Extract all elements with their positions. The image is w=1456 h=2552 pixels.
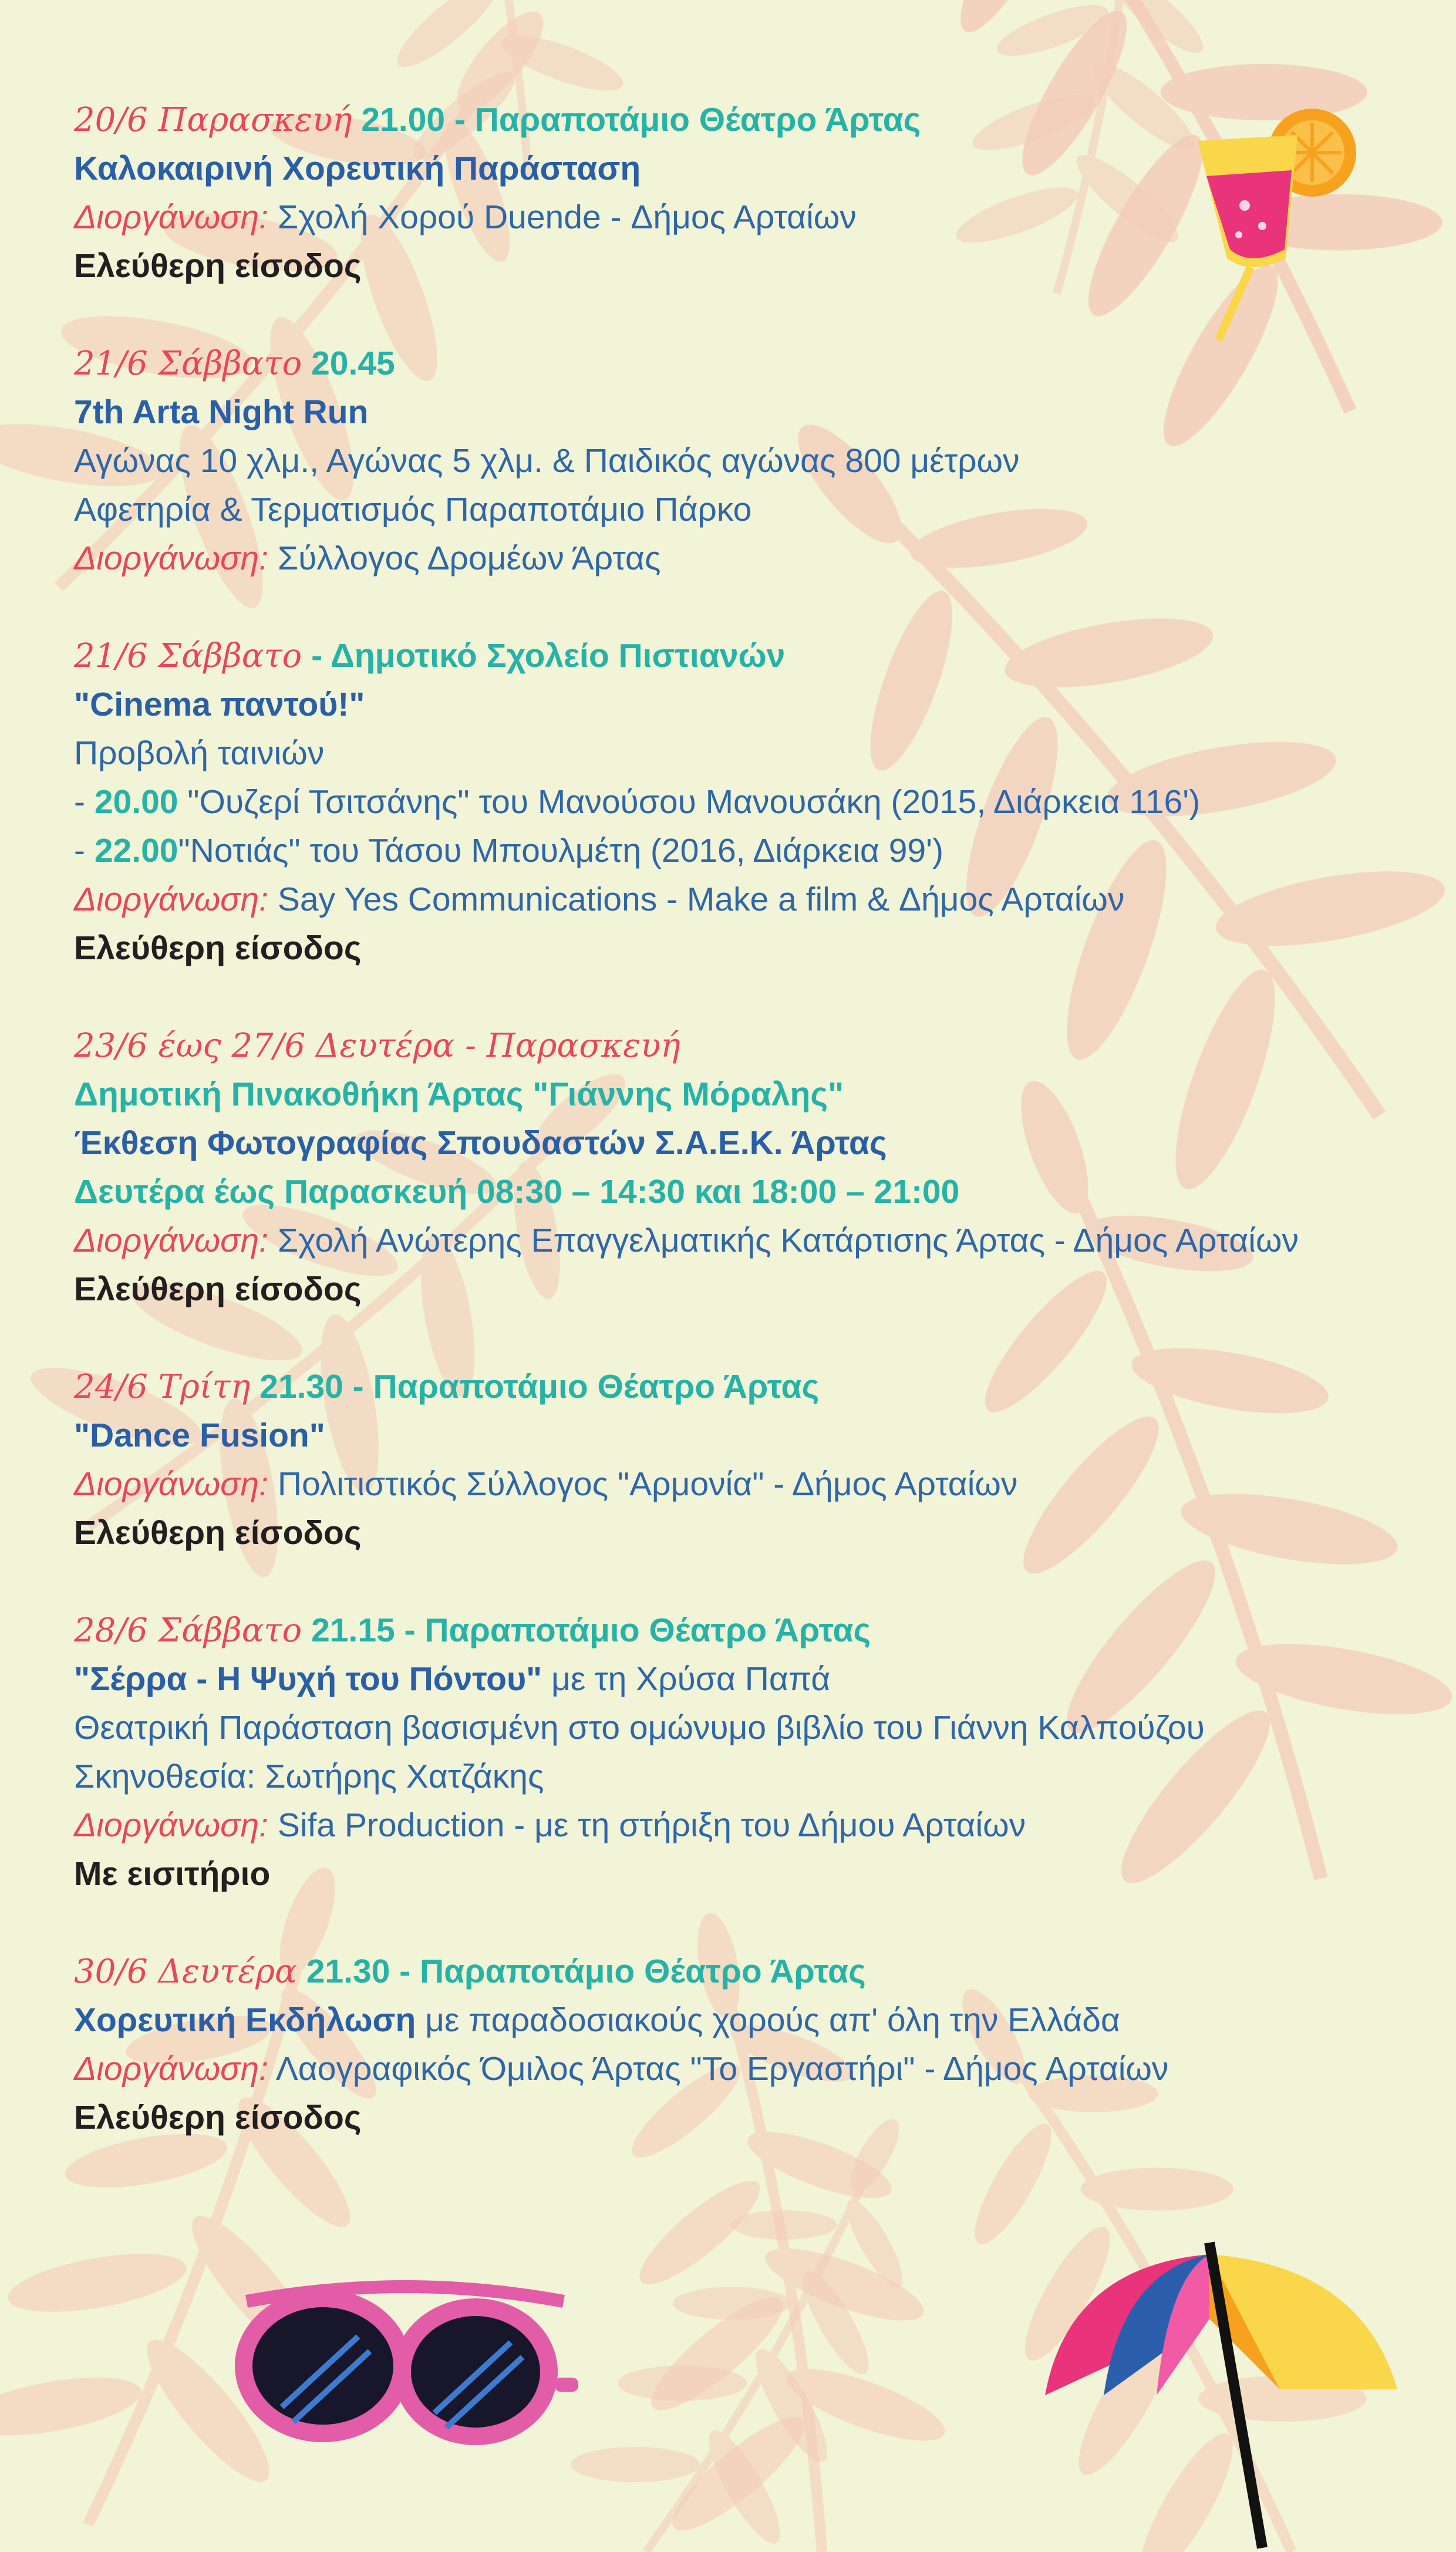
event-time-venue: 20.45 xyxy=(311,345,395,382)
event-date: 21/6 Σάββατο xyxy=(74,345,302,383)
event-30-6 xyxy=(74,1947,1389,2142)
screening-prefix: - xyxy=(74,832,95,869)
event-date: 20/6 Παρασκευή xyxy=(74,101,352,139)
event-entry: Ελεύθερη είσοδος xyxy=(74,247,362,285)
screening-text: "Ουζερί Τσιτσάνης" του Μανούσου Μανουσάκη (2015, Διάρκεια 116') xyxy=(178,783,1201,821)
event-time-venue: 21.15 - Παραποτάμιο Θέατρο Άρτας xyxy=(311,1612,871,1649)
organizer-label: Διοργάνωση: xyxy=(74,540,269,577)
event-entry: Με εισιτήριο xyxy=(74,1855,271,1893)
event-entry: Ελεύθερη είσοδος xyxy=(74,1270,362,1308)
event-organizer xyxy=(74,1801,1389,1850)
organizer-label: Διοργάνωση: xyxy=(74,198,269,236)
event-header xyxy=(74,96,1389,144)
event-venue: Δημοτική Πινακοθήκη Άρτας "Γιάννης Μόραλης" xyxy=(74,1076,844,1113)
organizer-name: Σχολή Χορού Duende - Δήμος Αρταίων xyxy=(277,198,857,236)
event-header xyxy=(74,1606,1389,1655)
event-21-6-run xyxy=(74,339,1389,583)
event-header xyxy=(74,339,1389,388)
screening-time: 22.00 xyxy=(94,832,178,869)
event-24-6 xyxy=(74,1363,1389,1558)
event-detail: Προβολή ταινιών xyxy=(74,734,325,772)
event-date: 23/6 έως 27/6 Δευτέρα - Παρασκευή xyxy=(74,1027,680,1065)
event-detail: Αφετηρία & Τερματισμός Παραποτάμιο Πάρκο xyxy=(74,491,752,528)
event-header xyxy=(74,1022,1389,1070)
events-list xyxy=(74,96,1389,2191)
event-title: Καλοκαιρινή Χορευτική Παράσταση xyxy=(74,150,641,187)
event-organizer xyxy=(74,534,1389,583)
event-time-venue: - Δημοτικό Σχολείο Πιστιανών xyxy=(311,637,786,675)
event-title: "Cinema παντού!" xyxy=(74,686,365,723)
event-detail: Θεατρική Παράσταση βασισμένη στο ομώνυμο βιβλίο του Γιάννη Καλπούζου xyxy=(74,1709,1205,1747)
event-entry: Ελεύθερη είσοδος xyxy=(74,929,362,967)
event-detail: Αγώνας 10 χλμ., Αγώνας 5 χλμ. & Παιδικός αγώνας 800 μέτρων xyxy=(74,442,1020,480)
organizer-label: Διοργάνωση: xyxy=(74,1465,269,1503)
event-detail: Σκηνοθεσία: Σωτήρης Χατζάκης xyxy=(74,1758,544,1795)
screening-row xyxy=(74,778,1389,827)
beach-umbrella-icon xyxy=(1033,2231,1409,2552)
organizer-name: Λαογραφικός Όμιλος Άρτας "Το Εργαστήρι" - Δήμος Αρταίων xyxy=(275,2050,1169,2088)
event-title: "Dance Fusion" xyxy=(74,1417,325,1454)
event-organizer xyxy=(74,193,1389,242)
organizer-name: Σχολή Ανώτερης Επαγγελματικής Κατάρτισης Άρτας - Δήμος Αρταίων xyxy=(277,1222,1299,1259)
event-header xyxy=(74,632,1389,680)
event-header xyxy=(74,1947,1389,1996)
event-date: 24/6 Τρίτη xyxy=(74,1368,251,1406)
organizer-label: Διοργάνωση: xyxy=(74,1222,269,1259)
event-hours: Δευτέρα έως Παρασκευή 08:30 – 14:30 και 18:00 – 21:00 xyxy=(74,1173,960,1211)
event-entry: Ελεύθερη είσοδος xyxy=(74,2099,362,2136)
screening-text: "Νοτιάς" του Τάσου Μπουλμέτη (2016, Διάρκεια 99') xyxy=(178,832,943,869)
event-organizer xyxy=(74,875,1389,924)
event-title-suffix: με παραδοσιακούς χορούς απ' όλη την Ελλάδα xyxy=(416,2001,1120,2039)
event-title-suffix: με τη Χρύσα Παπά xyxy=(542,1660,831,1698)
organizer-name: Σύλλογος Δρομέων Άρτας xyxy=(277,540,661,577)
organizer-name: Say Yes Communications - Make a film & Δήμος Αρταίων xyxy=(277,881,1125,918)
screening-time: 20.00 xyxy=(94,783,178,821)
event-date: 21/6 Σάββατο xyxy=(74,637,302,675)
event-organizer xyxy=(74,2045,1389,2093)
event-title: Χορευτική Εκδήλωση xyxy=(74,2001,416,2039)
screening-prefix: - xyxy=(74,783,95,821)
event-28-6 xyxy=(74,1606,1389,1899)
event-entry: Ελεύθερη είσοδος xyxy=(74,1514,362,1552)
event-organizer xyxy=(74,1460,1389,1509)
event-time-venue: 21.30 - Παραποτάμιο Θέατρο Άρτας xyxy=(259,1368,820,1405)
event-23-27-6 xyxy=(74,1022,1389,1314)
screening-row xyxy=(74,827,1389,875)
event-20-6 xyxy=(74,96,1389,291)
event-date: 28/6 Σάββατο xyxy=(74,1612,302,1650)
event-title-row xyxy=(74,1996,1389,2045)
event-21-6-cinema xyxy=(74,632,1389,973)
event-title: Έκθεση Φωτογραφίας Σπουδαστών Σ.Α.Ε.Κ. Άρτας xyxy=(74,1124,887,1162)
event-header xyxy=(74,1363,1389,1411)
event-time-venue: 21.30 - Παραποτάμιο Θέατρο Άρτας xyxy=(306,1953,866,1990)
event-date: 30/6 Δευτέρα xyxy=(74,1953,297,1991)
event-title: 7th Arta Night Run xyxy=(74,393,369,431)
sunglasses-icon xyxy=(229,2278,581,2466)
event-title-row xyxy=(74,1655,1389,1704)
organizer-label: Διοργάνωση: xyxy=(74,2050,269,2088)
organizer-label: Διοργάνωση: xyxy=(74,881,269,918)
event-title: "Σέρρα - Η Ψυχή του Πόντου" xyxy=(74,1660,542,1698)
organizer-name: Sifa Production - με τη στήριξη του Δήμου Αρταίων xyxy=(277,1806,1026,1844)
event-time-venue: 21.00 - Παραποτάμιο Θέατρο Άρτας xyxy=(361,101,921,139)
event-organizer xyxy=(74,1216,1389,1265)
organizer-label: Διοργάνωση: xyxy=(74,1806,269,1844)
organizer-name: Πολιτιστικός Σύλλογος "Αρμονία" - Δήμος Αρταίων xyxy=(277,1465,1018,1503)
